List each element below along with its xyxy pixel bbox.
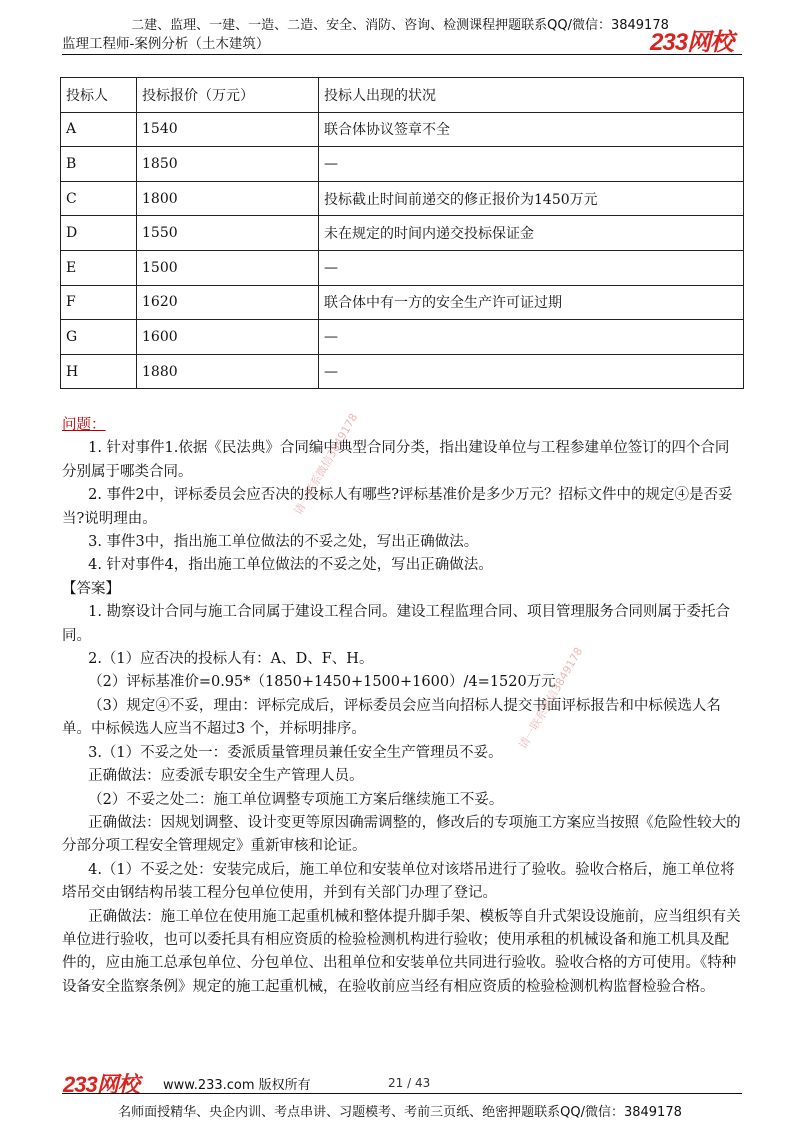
document-body [62,414,742,999]
table-header-cell: 投标人出现的状况 [319,78,744,113]
page-number: 21 / 43 [388,1076,431,1090]
answer-paragraph: 正确做法：应委派专职安全生产管理人员。 [88,768,364,785]
document-subtitle: 监理工程师-案例分析（土木建筑） [62,36,270,52]
table-row [61,285,744,320]
brand-logo: 233网校 [650,29,734,56]
question-item: 3. 事件3中，指出施工单位做法的不妥之处，写出正确做法。 [88,534,479,551]
bidder-status-cell: 联合体中有一方的安全生产许可证过期 [319,285,744,320]
answer-paragraph: （3）规定④不妥，理由：评标完成后，评标委员会应当向招标人提交书面评标报告和中标候选人名单。中标候选人应当不超过3 个，并标明排序。 [62,697,721,738]
question-item: 1. 针对事件1.依据《民法典》合同编中典型合同分类，指出建设单位与工程参建单位签订的四个合同分别属于哪类合同。 [62,440,730,480]
answer-paragraph: 正确做法：施工单位在使用施工起重机械和整体提升脚手架、模板等自升式架设设施前，应当组织有关单位进行验收，也可以委托具有相应资质的检验检测机构进行验收；使用承租的机械设备和施工机具及配件的，应由施工总承包单位、分包单位、出租单位和安装单位共同进行验收。验收合格的方可使用。《特种设备安全监察条例》规定的施工起重机械，在验收前应当经有相应资质的检验检测机构监督检验合格。 [62,908,741,995]
bidder-cell: G [61,320,137,355]
bidder-cell: B [61,147,137,182]
bidder-cell: F [61,285,137,320]
footer-site: www.233.com 版权所有 [163,1078,311,1093]
bidder-cell: E [61,250,137,285]
bidder-status-cell: 未在规定的时间内递交投标保证金 [319,216,744,251]
footer-logo: 233网校 [63,1072,139,1097]
bid-price-cell: 1880 [137,354,319,389]
table-row [61,181,744,216]
table-row [61,216,744,251]
table-row [61,354,744,389]
bidder-status-cell: 投标截止时间前递交的修正报价为1450万元 [319,181,744,216]
table-header-cell: 投标报价（万元） [137,78,319,113]
bid-price-cell: 1600 [137,320,319,355]
watermark: 请一联系微信3849178 [516,645,586,752]
footer-contact-line: 名师面授精华、央企内训、考点串讲、习题模考、考前三页纸、绝密押题联系QQ/微信：3849178 [118,1105,682,1120]
header-divider [62,54,742,55]
answer-paragraph: 正确做法：因规划调整、设计变更等原因确需调整的，修改后的专项施工方案应当按照《危险性较大的分部分项工程安全管理规定》重新审核和论证。 [62,814,741,855]
questions-heading: 问题： [62,417,106,433]
bid-price-cell: 1800 [137,181,319,216]
table-row [61,320,744,355]
bidder-status-cell: — [319,354,744,389]
bidder-table [60,77,744,389]
question-item: 4. 针对事件4，指出施工单位做法的不妥之处，写出正确做法。 [88,557,493,574]
answer-paragraph: 4.（1）不妥之处：安装完成后，施工单位和安装单位对该塔吊进行了验收。验收合格后，施工单位将塔吊交由钢结构吊装工程分包单位使用，并到有关部门办理了登记。 [62,861,735,902]
bidder-status-cell: — [319,147,744,182]
bidder-cell: H [61,354,137,389]
question-item: 2. 事件2中，评标委员会应否决的投标人有哪些?评标基准价是多少万元？招标文件中的规定④是否妥当?说明理由。 [62,487,733,527]
bid-price-cell: 1550 [137,216,319,251]
table-header-row [61,78,744,113]
footer-divider [62,1093,742,1094]
answer-paragraph: 2.（1）应否决的投标人有：A、D、F、H。 [88,651,374,668]
header-contact-line: 二建、监理、一建、一造、二造、安全、消防、咨询、检测课程押题联系QQ/微信：3849178 [131,18,669,33]
table-header-cell: 投标人 [61,78,137,113]
watermark: 请一联系微信3849178 [291,411,361,518]
bidder-status-cell: 联合体协议签章不全 [319,112,744,147]
answer-paragraph: （2）不妥之处二：施工单位调整专项施工方案后继续施工不妥。 [88,791,504,808]
bidder-cell: D [61,216,137,251]
bidder-cell: C [61,181,137,216]
answer-paragraph: 3.（1）不妥之处一：委派质量管理员兼任安全生产管理员不妥。 [88,744,503,761]
table-row [61,250,744,285]
bid-price-cell: 1620 [137,285,319,320]
bid-price-cell: 1500 [137,250,319,285]
bidder-status-cell: — [319,320,744,355]
answer-paragraph: 1. 勘察设计合同与施工合同属于建设工程合同。建设工程监理合同、项目管理服务合同则属于委托合同。 [62,604,731,644]
answers-heading: 【答案】 [62,580,120,597]
bid-price-cell: 1540 [137,112,319,147]
answer-paragraph: （2）评标基准价=0.95*（1850+1450+1500+1600）/4=1520万元 [88,674,556,691]
bid-price-cell: 1850 [137,147,319,182]
table-row [61,112,744,147]
bidder-status-cell: — [319,250,744,285]
bidder-cell: A [61,112,137,147]
table-row [61,147,744,182]
